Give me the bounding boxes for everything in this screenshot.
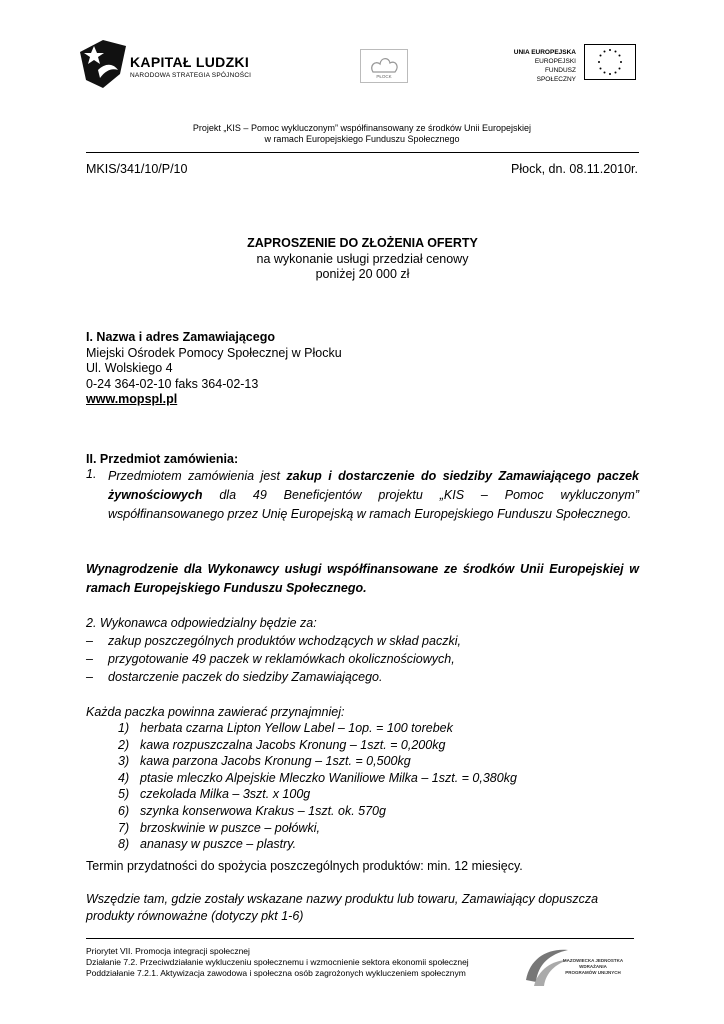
package-list: [118, 720, 517, 853]
mjwpu-line3: PROGRAMÓW UNIJNYCH: [565, 970, 621, 975]
equivalent-products-note: Wszędzie tam, gdzie zostały wskazane nazwy produktu lub towaru, Zamawiający dopuszcza produkty równoważne (dotyczy pkt 1-6): [86, 892, 599, 923]
item-number: 1): [118, 721, 130, 735]
package-item: [118, 737, 517, 754]
duty-item: – zakup poszczególnych produktów wchodzących w skład paczki,: [86, 634, 461, 648]
title-main: ZAPROSZENIE DO ZŁOŻENIA OFERTY: [247, 236, 478, 250]
footer-line2: Działanie 7.2. Przeciwdziałanie wykluczeniu społecznemu i wzmocnienie sektora ekonomii społecznej: [86, 957, 469, 967]
item-number: 6): [118, 803, 130, 818]
item-text: herbata czarna Lipton Yellow Label – 1op. = 100 torebek: [140, 721, 453, 735]
plock-logo: [360, 49, 408, 83]
title-line2: na wykonanie usługi przedział cenowy: [256, 251, 469, 266]
item-text: kawa rozpuszczalna Jacobs Kronung – 1szt. = 0,200kg: [140, 737, 446, 752]
kapital-ludzki-emblem-icon: [80, 40, 126, 88]
eu-line3: FUNDUSZ SPOŁECZNY: [536, 67, 576, 83]
paragraph-number: 1.: [86, 467, 97, 481]
item-number: 5): [118, 787, 130, 802]
remuneration-note: Wynagrodzenie dla Wykonawcy usługi współfinansowane ze środków Unii Europejskiej w ramach Europejskiego Funduszu Społecznego.: [86, 562, 639, 595]
section1-line: 0-24 364-02-10 faks 364-02-13: [86, 376, 259, 391]
order-subject-paragraph: [86, 467, 639, 524]
package-item: [118, 770, 517, 787]
kapital-ludzki-title: KAPITAŁ LUDZKI: [130, 54, 250, 70]
document-title: [86, 236, 639, 283]
item-text: ananasy w puszce – plastry.: [140, 837, 297, 852]
website-link[interactable]: www.mopspl.pl: [86, 392, 178, 406]
package-item: [118, 836, 517, 853]
duty-text: zakup poszczególnych produktów wchodzących w skład paczki,: [108, 634, 461, 648]
item-number: 8): [118, 837, 130, 852]
item-text: ptasie mleczko Alpejskie Mleczko Waniliowe Milka – 1szt. = 0,380kg: [140, 770, 517, 785]
item-number: 7): [118, 820, 130, 835]
item-number: 3): [118, 754, 130, 769]
p1-part-bold: zakup i dostarczenie do siedziby Zamawiającego paczek żywnościowych: [108, 469, 639, 502]
eu-line1: UNIA EUROPEJSKA: [513, 49, 576, 56]
item-text: kawa parzona Jacobs Kronung – 1szt. = 0,500kg: [140, 754, 411, 769]
kapital-ludzki-subtitle: NARODOWA STRATEGIA SPÓJNOŚCI: [130, 72, 252, 79]
footer-text: [86, 946, 469, 979]
mjwpu-text: [562, 958, 624, 976]
duty-item: – dostarczenie paczek do siedziby Zamawiającego.: [86, 670, 383, 684]
package-item: [118, 820, 517, 837]
section2-heading: II. Przedmiot zamówienia:: [86, 452, 239, 466]
kapital-ludzki-logo: [80, 40, 280, 88]
package-contents: [86, 704, 517, 853]
duty-item: – przygotowanie 49 paczek w reklamówkach okolicznościowych,: [86, 652, 455, 666]
title-line3: poniżej 20 000 zł: [315, 267, 410, 281]
footer-line3: Poddziałanie 7.2.1. Aktywizacja zawodowa i społeczna osób zagrożonych wykluczeniem społecznym: [86, 968, 466, 978]
duties-intro: 2. Wykonawca odpowiedzialny będzie za:: [86, 616, 317, 630]
p1-part-c: dla 49 Beneficjentów projektu „KIS – Pomoc wykluczonym” współfinansowanego przez Unię Europejską w ramach Europejskiego Funduszu Społecznego.: [108, 488, 639, 521]
package-item: [118, 786, 517, 803]
section1-line: Ul. Wolskiego 4: [86, 361, 173, 375]
eu-logo: [504, 44, 634, 84]
header-divider: [86, 152, 639, 153]
eu-line2: EUROPEJSKI: [534, 58, 576, 65]
plock-label: PŁOCK: [376, 74, 392, 79]
item-text: brzoskwinie w puszce – połówki,: [140, 820, 320, 835]
project-note: [0, 123, 724, 145]
place-date: Płock, dn. 08.11.2010r.: [511, 162, 638, 176]
footer-divider: [86, 938, 634, 939]
item-text: szynka konserwowa Krakus – 1szt. ok. 570g: [140, 803, 386, 818]
item-number: 4): [118, 770, 130, 785]
paragraph-body: [108, 467, 639, 524]
package-item: [118, 753, 517, 770]
eu-stars-icon: [585, 45, 635, 79]
package-item: [118, 720, 517, 737]
eu-text: [504, 48, 576, 84]
duty-text: przygotowanie 49 paczek w reklamówkach okolicznościowych,: [108, 652, 455, 666]
footer-line1: Priorytet VII. Promocja integracji społecznej: [86, 946, 250, 956]
project-line2: w ramach Europejskiego Funduszu Społecznego: [264, 134, 460, 144]
section1-heading: I. Nazwa i adres Zamawiającego: [86, 330, 275, 344]
eu-flag-icon: [584, 44, 636, 80]
package-intro: Każda paczka powinna zawierać przynajmniej:: [86, 705, 345, 719]
package-item: [118, 803, 517, 820]
p1-part-a: Przedmiotem zamówienia jest: [108, 469, 287, 483]
expiry-note: Termin przydatności do spożycia poszczególnych produktów: min. 12 miesięcy.: [86, 859, 523, 873]
reference-number: MKIS/341/10/P/10: [86, 162, 188, 176]
duty-text: dostarczenie paczek do siedziby Zamawiającego.: [108, 670, 383, 684]
mjwpu-line2: WDRAŻANIA: [579, 964, 607, 969]
section1-line: Miejski Ośrodek Pomocy Społecznej w Płocku: [86, 345, 342, 360]
item-number: 2): [118, 737, 130, 752]
mjwpu-line1: MAZOWIECKA JEDNOSTKA: [562, 958, 624, 963]
contractor-duties: [86, 614, 461, 686]
mjwpu-logo: [520, 940, 624, 992]
section-ordering-party: [86, 330, 342, 408]
item-text: czekolada Milka – 3szt. x 100g: [140, 787, 311, 802]
project-line1: Projekt „KIS – Pomoc wykluczonym” współfinansowany ze środków Unii Europejskiej: [192, 123, 532, 133]
